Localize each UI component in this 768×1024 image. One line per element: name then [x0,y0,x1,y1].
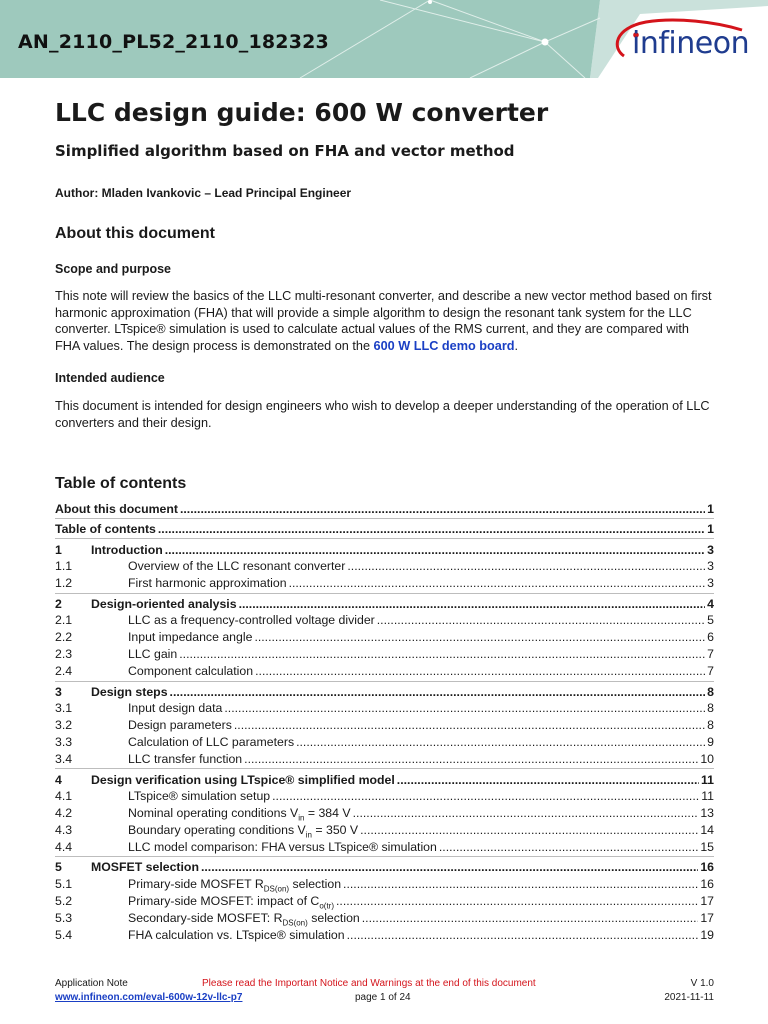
scope-text: This note will review the basics of the LLC multi-resonant converter, and describe a new vector method based on first harmonic approximation (FHA) that will provide a simple algorithm to design the resonant tank system for the LLC converter. LTspice® simulation is used to calculate actual values of the RMS current, and they are compared with FHA values. The design process is demonstrated on the [55,289,712,353]
toc-leader-dots [180,502,705,516]
scope-paragraph [55,288,715,354]
toc-leader-dots [179,647,705,661]
demo-board-link[interactable]: 600 W LLC demo board [373,338,515,353]
toc-separator [55,518,714,519]
toc-entry-suffix: = 350 V [311,823,359,837]
toc-leader-dots [170,685,706,699]
toc-separator [55,768,714,769]
toc-entry-text: Design steps [91,685,168,699]
toc-entry-label [91,877,341,893]
page-footer [0,972,768,1024]
toc-entry-text: LLC transfer function [128,752,243,766]
toc-entry-suffix: selection [307,911,360,925]
toc-entry-label [91,894,334,910]
toc-entry-label [91,823,358,839]
toc-entry[interactable] [55,664,714,680]
toc-entry-number: 2.3 [55,647,73,661]
toc-entry[interactable] [55,860,714,876]
toc-entry-page: 9 [707,735,714,749]
toc-entry-page: 16 [700,877,714,891]
toc-leader-dots [362,911,699,925]
toc-entry[interactable] [55,877,714,893]
toc-entry-label [91,559,345,573]
toc-entry-subscript: in [298,813,305,823]
page-subtitle: Simplified algorithm based on FHA and vector method [55,142,515,160]
toc-entry-text: Boundary operating conditions V [128,823,306,837]
audience-paragraph: This document is intended for design engineers who wish to develop a deeper understanding of the operation of LLC converters and their design. [55,399,710,430]
toc-entry-page: 19 [700,928,714,942]
toc-entry-number: 5 [55,860,62,874]
toc-separator [55,681,714,682]
toc-leader-dots [201,860,698,874]
toc-entry-label [91,928,345,942]
toc-entry-page: 1 [707,522,714,536]
toc-entry-page: 8 [707,701,714,715]
toc-entry-page: 10 [700,752,714,766]
toc-entry-number: 2.1 [55,613,73,627]
author-line: Author: Mladen Ivankovic – Lead Principal Engineer [55,186,352,200]
toc-entry[interactable] [55,613,714,629]
toc-entry[interactable] [55,928,714,944]
toc-entry-text: LLC gain [128,647,178,661]
toc-leader-dots [165,543,705,557]
scope-end: . [514,338,519,353]
toc-entry[interactable] [55,894,714,910]
toc-entry-number: 2.2 [55,630,73,644]
toc-entry[interactable] [55,789,714,805]
toc-entry-number: 3.1 [55,701,73,715]
footer-version: V 1.0 [690,978,714,989]
footer-url-link[interactable]: www.infineon.com/eval-600w-12v-llc-p7 [55,992,243,1003]
toc-entry[interactable] [55,647,714,663]
toc-entry-number: 5.4 [55,928,73,942]
toc-entry-text: LLC model comparison: FHA versus LTspice® simulation [128,840,437,854]
toc-entry-text: Primary-side MOSFET R [128,877,264,891]
toc-entry-number: 4.3 [55,823,73,837]
toc-entry[interactable] [55,630,714,646]
toc-entry-text: Component calculation [128,664,254,678]
toc-entry-number: 4.1 [55,789,73,803]
toc-entry-suffix: selection [289,877,342,891]
toc-entry-page: 3 [707,543,714,557]
toc-entry[interactable] [55,718,714,734]
toc-entry-label [91,718,232,732]
toc-entry-text: Nominal operating conditions V [128,806,299,820]
toc-entry-text: MOSFET selection [91,860,199,874]
footer-date: 2021-11-11 [664,992,714,1003]
toc-entry-number: 1 [55,543,62,557]
toc-entry-number: 3 [55,685,62,699]
toc-entry-page: 17 [700,894,714,908]
footer-doc-type: Application Note [55,978,128,989]
document-id: AN_2110_PL52_2110_182323 [18,31,329,53]
toc-entry-page: 4 [707,597,714,611]
toc-entry-text: Introduction [91,543,163,557]
toc-entry-page: 13 [700,806,714,820]
toc-entry-page: 5 [707,613,714,627]
toc-entry-label [91,685,168,699]
toc-entry[interactable] [55,559,714,575]
toc-entry-page: 8 [707,718,714,732]
toc-entry-subscript: DS(on) [263,884,290,894]
toc-entry-subscript: in [305,830,312,840]
toc-entry[interactable] [55,773,714,789]
toc-entry-number: 4.4 [55,840,73,854]
toc-entry[interactable] [55,502,714,518]
toc-entry-page: 7 [707,664,714,678]
toc-entry[interactable] [55,823,714,839]
toc-entry-page: 15 [700,840,714,854]
toc-entry-page: 3 [707,559,714,573]
toc-entry-number: 4 [55,773,62,787]
toc-entry[interactable] [55,685,714,701]
toc-entry-label [91,752,242,766]
toc-leader-dots [296,735,705,749]
toc-leader-dots [234,718,705,732]
audience-heading: Intended audience [55,371,165,385]
toc-entry-label [91,806,351,822]
toc-entry-number: 5.3 [55,911,73,925]
toc-entry-number: 1.2 [55,576,73,590]
toc-entry-label [91,701,222,715]
toc-entry-text: About this document [55,502,178,516]
toc-leader-dots [439,840,698,854]
toc-entry-text: Calculation of LLC parameters [128,735,295,749]
toc-leader-dots [255,664,705,678]
toc-entry-page: 6 [707,630,714,644]
toc-entry[interactable] [55,576,714,592]
toc-entry-label [91,647,177,661]
toc-entry-label [91,840,437,854]
logo-text: infineon [632,26,750,61]
toc-leader-dots [360,823,698,837]
toc-leader-dots [347,559,705,573]
toc-heading: Table of contents [55,475,187,492]
toc-separator [55,593,714,594]
toc-entry-label [91,911,360,927]
toc-entry-label [91,860,199,874]
toc-entry-number: 4.2 [55,806,73,820]
toc-leader-dots [353,806,699,820]
toc-entry[interactable] [55,735,714,751]
scope-heading: Scope and purpose [55,262,171,276]
toc-entry[interactable] [55,840,714,856]
toc-entry-suffix: = 384 V [304,806,351,820]
page-title: LLC design guide: 600 W converter [55,98,549,127]
toc-entry-text: LLC as a frequency-controlled voltage divider [128,613,375,627]
toc-entry-label [91,613,375,627]
toc-entry-text: Table of contents [55,522,156,536]
toc-leader-dots [272,789,699,803]
toc-entry[interactable] [55,806,714,822]
toc-entry-label [91,630,252,644]
toc-entry-text: LTspice® simulation setup [128,789,271,803]
toc-entry-page: 11 [701,789,714,803]
toc-entry-number: 2.4 [55,664,73,678]
toc-entry-label [91,576,287,590]
toc-entry-number: 1.1 [55,559,73,573]
toc-entry-label [91,735,294,749]
toc-entry-number: 3.3 [55,735,73,749]
toc-leader-dots [347,928,699,942]
toc-leader-dots [244,752,698,766]
toc-separator [55,538,714,539]
toc-entry-label [55,522,156,536]
toc-entry-page: 14 [700,823,714,837]
toc-entry-page: 17 [700,911,714,925]
toc-entry-page: 1 [707,502,714,516]
toc-entry-number: 3.4 [55,752,73,766]
footer-warning: Please read the Important Notice and Warnings at the end of this document [202,978,536,989]
toc-entry-text: Design-oriented analysis [91,597,237,611]
toc-leader-dots [224,701,705,715]
toc-entry-label [55,502,178,516]
toc-entry-label [91,597,237,611]
about-heading: About this document [55,225,215,242]
toc-entry-number: 5.1 [55,877,73,891]
toc-entry[interactable] [55,911,714,927]
toc-entry-number: 3.2 [55,718,73,732]
toc-entry-page: 3 [707,576,714,590]
toc-leader-dots [158,522,705,536]
toc-entry-text: First harmonic approximation [128,576,287,590]
toc-leader-dots [343,877,698,891]
toc-leader-dots [289,576,706,590]
toc-entry-text: Overview of the LLC resonant converter [128,559,346,573]
toc-entry-page: 11 [701,773,714,787]
toc-leader-dots [336,894,698,908]
toc-leader-dots [397,773,699,787]
toc-entry-text: Secondary-side MOSFET: R [128,911,283,925]
toc-entry-page: 16 [700,860,714,874]
toc-entry-number: 5.2 [55,894,73,908]
toc-entry-number: 2 [55,597,62,611]
toc-entry-text: Input impedance angle [128,630,253,644]
toc-leader-dots [377,613,705,627]
toc-entry-page: 7 [707,647,714,661]
toc-entry[interactable] [55,752,714,768]
toc-leader-dots [254,630,705,644]
toc-entry[interactable] [55,701,714,717]
toc-entry[interactable] [55,543,714,559]
toc-entry-label [91,664,253,678]
footer-page-number: page 1 of 24 [355,992,411,1003]
toc-entry-text: Design parameters [128,718,232,732]
toc-entry-text: Input design data [128,701,223,715]
toc-entry-label [91,789,270,803]
toc-entry-label [91,543,163,557]
toc-entry-text: FHA calculation vs. LTspice® simulation [128,928,345,942]
toc-entry-text: Primary-side MOSFET: impact of C [128,894,320,908]
toc-leader-dots [239,597,706,611]
toc-separator [55,856,714,857]
toc-entry-subscript: o(tr) [319,901,334,911]
toc-entry[interactable] [55,522,714,538]
toc-entry[interactable] [55,597,714,613]
toc-entry-page: 8 [707,685,714,699]
toc-entry-label [91,773,395,787]
toc-entry-subscript: DS(on) [282,918,308,928]
toc-entry-text: Design verification using LTspice® simplified model [91,773,395,787]
